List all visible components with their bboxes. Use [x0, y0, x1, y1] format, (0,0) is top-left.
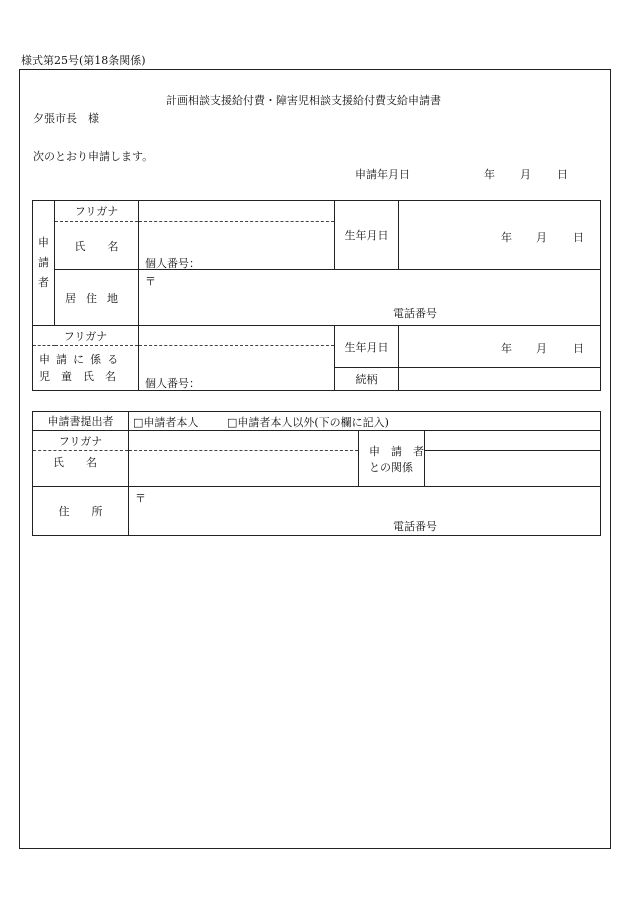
submitter-relation-label	[359, 431, 425, 487]
applicant-postal-mark: 〒	[145, 275, 156, 288]
form-number: 様式第25号(第18条関係)	[21, 54, 146, 67]
submitter-name-label	[33, 451, 129, 487]
applicant-birth-year: 年	[501, 231, 512, 244]
applicant-birth-day: 日	[573, 231, 584, 244]
applicant-furigana-field[interactable]	[139, 201, 335, 222]
child-birth-day: 日	[573, 342, 584, 355]
child-birth-year: 年	[501, 342, 512, 355]
addressee: 夕張市長 様	[33, 112, 99, 125]
submitter-furigana-label: フリガナ	[33, 431, 129, 451]
submitter-name-field[interactable]	[129, 451, 359, 487]
applicant-birth-month: 月	[536, 231, 547, 244]
applicant-group-text: 申請者	[38, 236, 49, 289]
application-date-label: 申請年月日	[355, 168, 410, 181]
submitter-option-other[interactable]: □申請者本人以外(下の欄に記入)	[227, 416, 389, 429]
child-furigana-label: フリガナ	[33, 326, 139, 346]
submitter-table	[32, 411, 601, 536]
intro-text: 次のとおり申請します。	[33, 150, 154, 163]
child-birth-date-label: 生年月日	[335, 326, 399, 368]
submitter-relation-line2: との関係	[369, 461, 413, 474]
submitter-relation-line1: 申 請 者	[369, 445, 424, 458]
submitter-relation-field-top[interactable]	[425, 431, 601, 451]
submitter-name-text: 氏 名	[53, 456, 97, 469]
child-furigana-field[interactable]	[139, 326, 335, 346]
form-title: 計画相談支援給付費・障害児相談支援給付費支給申請書	[166, 94, 441, 107]
application-date-day: 日	[557, 168, 568, 181]
child-relationship-field[interactable]	[399, 368, 601, 391]
child-individual-number-label: 個人番号：	[145, 377, 200, 390]
child-name-field[interactable]	[139, 346, 335, 391]
child-birth-date-field[interactable]	[399, 326, 601, 368]
child-name-label-line1: 申請に係る	[39, 353, 125, 366]
submitter-label: 申請書提出者	[33, 412, 129, 431]
application-date-year: 年	[484, 168, 495, 181]
applicant-birth-date-label: 生年月日	[335, 201, 399, 270]
applicant-name-field[interactable]	[139, 222, 335, 270]
applicant-address-label: 居住地	[55, 270, 139, 326]
applicant-individual-number-label: 個人番号：	[145, 257, 200, 270]
applicant-group-label	[33, 201, 55, 326]
submitter-option-self[interactable]: □申請者本人	[133, 416, 199, 429]
applicant-phone-label: 電話番号	[393, 307, 437, 320]
child-name-label-line2: 児 童 氏 名	[39, 370, 116, 383]
child-birth-month: 月	[536, 342, 547, 355]
child-name-label	[33, 346, 139, 391]
applicant-birth-date-field[interactable]	[399, 201, 601, 270]
application-date-month: 月	[520, 168, 531, 181]
applicant-furigana-label: フリガナ	[55, 201, 139, 222]
submitter-postal-mark: 〒	[135, 492, 146, 505]
submitter-address-field[interactable]	[129, 487, 601, 536]
applicant-table	[32, 200, 601, 391]
child-relationship-label: 続柄	[335, 368, 399, 391]
applicant-address-field[interactable]	[139, 270, 601, 326]
applicant-name-label: 氏 名	[55, 222, 139, 270]
submitter-phone-label: 電話番号	[393, 520, 437, 533]
submitter-address-label: 住 所	[33, 487, 129, 536]
submitter-relation-field[interactable]	[425, 451, 601, 487]
submitter-furigana-field[interactable]	[129, 431, 359, 451]
submitter-options	[129, 412, 601, 431]
